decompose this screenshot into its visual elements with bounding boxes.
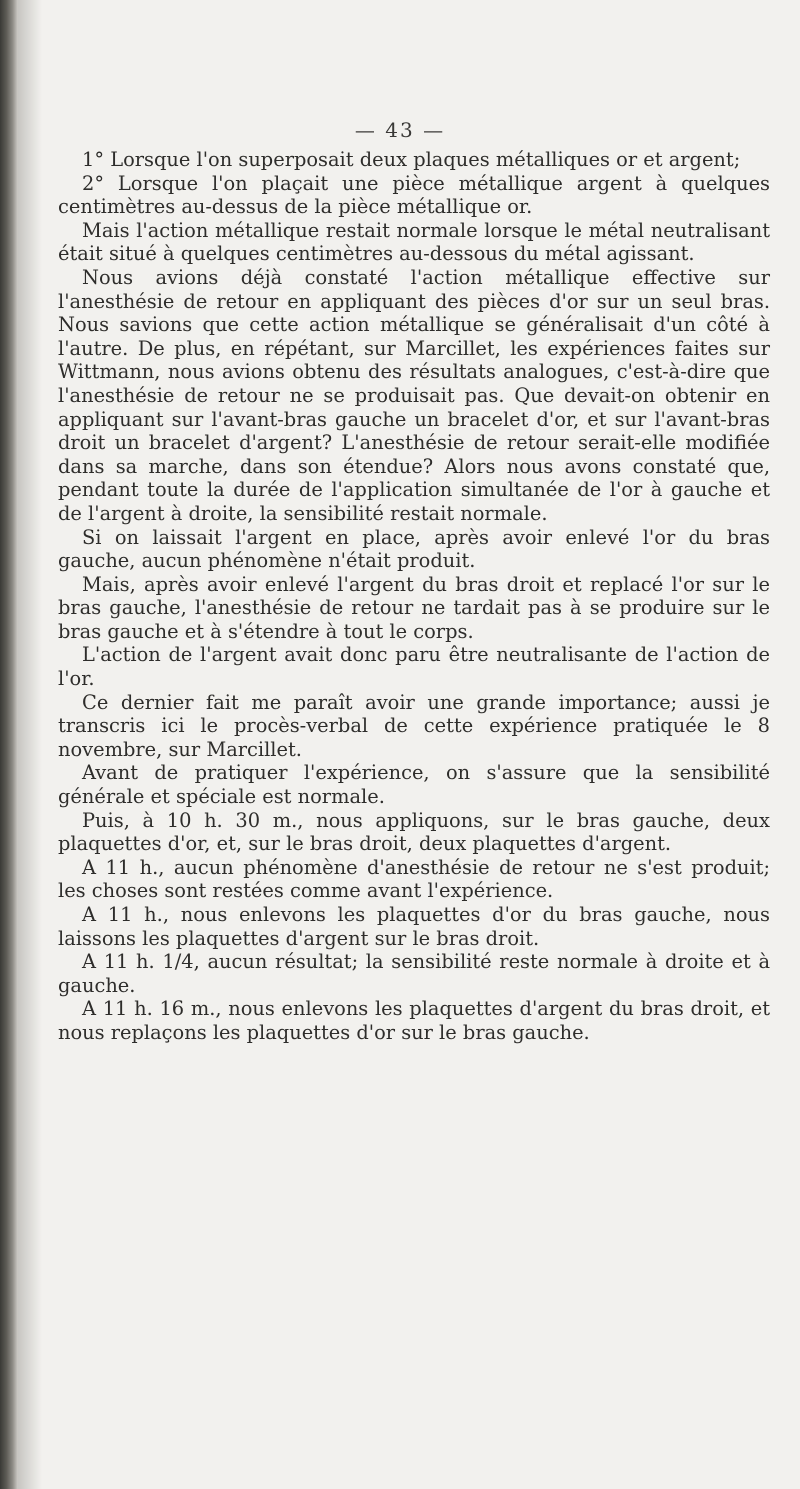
paragraph: 2° Lorsque l'on plaçait une pièce métallique argent à quelques centimètres au-dessus de la pièce métallique or. xyxy=(58,171,770,219)
paragraph: Puis, à 10 h. 30 m., nous appliquons, sur le bras gauche, deux plaquettes d'or, et, sur le bras droit, deux plaquettes d'argent. xyxy=(58,808,770,856)
paragraph: A 11 h., nous enlevons les plaquettes d'or du bras gauche, nous laissons les plaquettes d'argent sur le bras droit. xyxy=(58,903,770,950)
page-number: — 43 — xyxy=(354,118,446,142)
paragraph: Ce dernier fait me paraît avoir une grande importance; aussi je transcris ici le procès-verbal de cette expérience pratiquée le 8 novembre, sur Marcillet. xyxy=(58,690,770,761)
paragraph: Mais, après avoir enlevé l'argent du bras droit et replacé l'or sur le bras gauche, l'anesthésie de retour ne tardait pas à se produire sur le bras gauche et à s'étendre à tout le corps. xyxy=(58,572,770,643)
paragraph: A 11 h. 16 m., nous enlevons les plaquettes d'argent du bras droit, et nous replaçons les plaquettes d'or sur le bras gauche. xyxy=(58,997,770,1044)
paragraph: A 11 h. 1/4, aucun résultat; la sensibilité reste normale à droite et à gauche. xyxy=(58,950,770,997)
body-text xyxy=(58,148,770,1045)
binding-shadow xyxy=(18,0,42,1489)
paragraph: Nous avions déjà constaté l'action métallique effective sur l'anesthésie de retour en appliquant des pièces d'or sur un seul bras. Nous savions que cette action métallique se généralisait d'un côté à l'autre. De plus, en répétant, sur Marcillet, les expériences faites sur Wittmann, nous avions obtenu des résultats analogues, c'est-à-dire que l'anesthésie de retour ne se produisait pas. Que devait-on obtenir en appliquant sur l'avant-bras gauche un bracelet d'or, et sur l'avant-bras droit un bracelet d'argent? L'anesthésie de retour serait-elle modifiée dans sa marche, dans son étendue? Alors nous avons constaté que, pendant toute la durée de l'application simultanée de l'or à gauche et de l'argent à droite, la sensibilité restait normale. xyxy=(58,265,770,525)
paragraph: A 11 h., aucun phénomène d'anesthésie de retour ne s'est produit; les choses sont restées comme avant l'expérience. xyxy=(58,855,770,903)
book-binding-edge xyxy=(0,0,18,1489)
paragraph: L'action de l'argent avait donc paru être neutralisante de l'action de l'or. xyxy=(58,643,770,691)
paragraph: Avant de pratiquer l'expérience, on s'assure que la sensibilité générale et spéciale est normale. xyxy=(58,761,770,809)
paragraph: Si on laissait l'argent en place, après avoir enlevé l'or du bras gauche, aucun phénomène n'était produit. xyxy=(58,525,770,573)
paragraph: Mais l'action métallique restait normale lorsque le métal neutralisant était situé à quelques centimètres au-dessous du métal agissant. xyxy=(58,218,770,266)
paragraph: 1° Lorsque l'on superposait deux plaques métalliques or et argent; xyxy=(82,148,741,171)
